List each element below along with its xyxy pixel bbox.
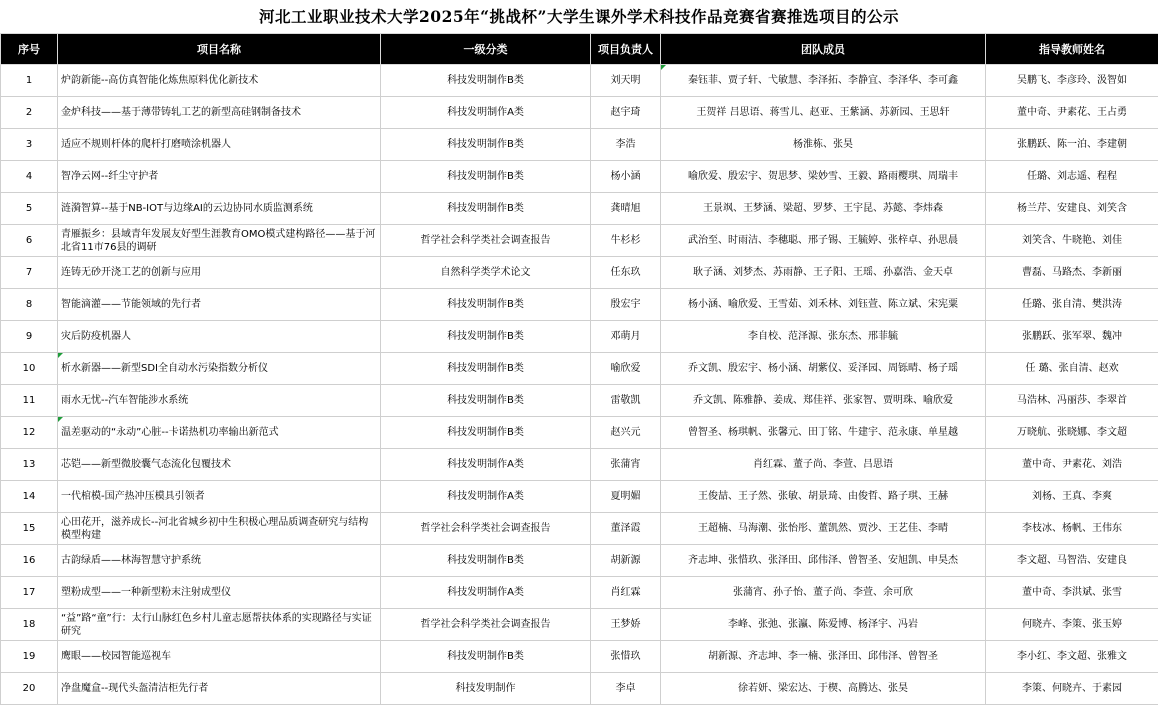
cell-seq[interactable]: 2 (1, 97, 58, 129)
cell-advisors[interactable]: 董中奇、李洪斌、张雪 (986, 577, 1158, 609)
table-row (1, 97, 1158, 129)
cell-advisors[interactable]: 李策、何晓卉、于素园 (986, 673, 1158, 705)
cell-leader[interactable]: 邓萌月 (591, 321, 661, 353)
cell-leader[interactable]: 肖红霖 (591, 577, 661, 609)
cell-project-name[interactable]: 雨水无忧--汽车智能涉水系统 (58, 385, 381, 417)
cell-leader[interactable]: 张蒲宵 (591, 449, 661, 481)
cell-category[interactable]: 科技发明制作 (381, 673, 591, 705)
table-row (1, 545, 1158, 577)
cell-leader[interactable]: 喻欣爱 (591, 353, 661, 385)
cell-team-members[interactable]: 齐志坤、张惜玖、张泽田、邱伟泽、曾智圣、安旭凯、申昊杰 (661, 545, 986, 577)
cell-team-members[interactable]: 李峰、张弛、张瀛、陈爱博、杨泽宇、冯岩 (661, 609, 986, 641)
cell-seq[interactable]: 14 (1, 481, 58, 513)
cell-seq[interactable]: 15 (1, 513, 58, 545)
table-row (1, 257, 1158, 289)
cell-category[interactable]: 科技发明制作B类 (381, 545, 591, 577)
cell-team-members[interactable]: 武治至、时雨洁、李穗聪、邢子锡、王毓婷、张梓卓、孙思晨 (661, 225, 986, 257)
cell-seq[interactable]: 3 (1, 129, 58, 161)
cell-team-members[interactable]: 张蒲宵、孙子怡、董子尚、李萱、余可欣 (661, 577, 986, 609)
table-row (1, 321, 1158, 353)
header-seq[interactable]: 序号 (1, 34, 58, 65)
cell-project-name[interactable]: 一代棺模-国产热冲压模具引领者 (58, 481, 381, 513)
cell-team-members[interactable]: 李自校、范泽源、张东杰、邢菲毓 (661, 321, 986, 353)
cell-seq[interactable]: 18 (1, 609, 58, 641)
cell-project-name[interactable]: 温差驱动的“永动”心脏--卡诺热机功率输出新范式 (58, 417, 381, 449)
header-project-name[interactable]: 项目名称 (58, 34, 381, 65)
cell-category[interactable]: 科技发明制作B类 (381, 161, 591, 193)
table-row (1, 513, 1158, 545)
cell-category[interactable]: 科技发明制作A类 (381, 97, 591, 129)
cell-team-members[interactable]: 杨小涵、喻欣爱、王雪茹、刘禾林、刘钰萱、陈立斌、宋宪粟 (661, 289, 986, 321)
cell-seq[interactable]: 6 (1, 225, 58, 257)
cell-leader[interactable]: 张惜玖 (591, 641, 661, 673)
cell-seq[interactable]: 1 (1, 65, 58, 97)
cell-seq[interactable]: 17 (1, 577, 58, 609)
cell-project-name[interactable]: 析水新器——新型SDI全自动水污染指数分析仪 (58, 353, 381, 385)
cell-team-members[interactable]: 徐若妍、梁宏达、于楔、高腾达、张昊 (661, 673, 986, 705)
table-row (1, 449, 1158, 481)
cell-advisors[interactable]: 刘笑含、牛晓艳、刘佳 (986, 225, 1158, 257)
cell-leader[interactable]: 李卓 (591, 673, 661, 705)
table-row (1, 129, 1158, 161)
cell-leader[interactable]: 王梦娇 (591, 609, 661, 641)
cell-seq[interactable]: 11 (1, 385, 58, 417)
cell-category[interactable]: 自然科学类学术论文 (381, 257, 591, 289)
cell-leader[interactable]: 赵宇琦 (591, 97, 661, 129)
cell-seq[interactable]: 13 (1, 449, 58, 481)
cell-leader[interactable]: 龚晴旭 (591, 193, 661, 225)
cell-project-name[interactable]: 灾后防疫机器人 (58, 321, 381, 353)
table-row (1, 161, 1158, 193)
header-leader[interactable]: 项目负责人 (591, 34, 661, 65)
cell-seq[interactable]: 9 (1, 321, 58, 353)
table-row (1, 577, 1158, 609)
cell-project-name[interactable]: 青雁振乡：县域青年发展友好型生涯教育OMO模式建构路径——基于河北省11市76县的调研 (58, 225, 381, 257)
table-row (1, 65, 1158, 97)
cell-seq[interactable]: 12 (1, 417, 58, 449)
cell-advisors[interactable]: 刘杨、王真、李爽 (986, 481, 1158, 513)
cell-seq[interactable]: 7 (1, 257, 58, 289)
cell-seq[interactable]: 20 (1, 673, 58, 705)
cell-advisors[interactable]: 李枝冰、杨帆、王伟东 (986, 513, 1158, 545)
cell-leader[interactable]: 刘天明 (591, 65, 661, 97)
cell-team-members[interactable]: 乔文凯、陈雅静、姜成、郑佳祥、张家智、贾明珠、喻欣爱 (661, 385, 986, 417)
cell-seq[interactable]: 4 (1, 161, 58, 193)
cell-project-name[interactable]: 连铸无砂开浇工艺的创新与应用 (58, 257, 381, 289)
cell-seq[interactable]: 5 (1, 193, 58, 225)
page-title: 河北工业职业技术大学2025年“挑战杯”大学生课外学术科技作品竞赛省赛推选项目的公示 (259, 7, 899, 26)
cell-leader[interactable]: 任东玖 (591, 257, 661, 289)
cell-project-name[interactable]: 涟漪智算--基于NB-IOT与边缘AI的云边协同水质监测系统 (58, 193, 381, 225)
table-row (1, 353, 1158, 385)
cell-team-members[interactable]: 肖红霖、董子尚、李萱、吕思语 (661, 449, 986, 481)
cell-category[interactable]: 科技发明制作A类 (381, 449, 591, 481)
cell-advisors[interactable]: 曹磊、马路杰、李新丽 (986, 257, 1158, 289)
table-row (1, 641, 1158, 673)
header-advisors[interactable]: 指导教师姓名 (986, 34, 1158, 65)
table-row (1, 385, 1158, 417)
cell-advisors[interactable]: 李文超、马智浩、安建良 (986, 545, 1158, 577)
cell-advisors[interactable]: 万晓航、张晓娜、李文超 (986, 417, 1158, 449)
table-row (1, 609, 1158, 641)
cell-advisors[interactable]: 董中奇、尹素花、刘浩 (986, 449, 1158, 481)
header-team-members[interactable]: 团队成员 (661, 34, 986, 65)
cell-category[interactable]: 科技发明制作B类 (381, 289, 591, 321)
cell-leader[interactable]: 夏明媚 (591, 481, 661, 513)
cell-advisors[interactable]: 张鹏跃、张军翠、魏冲 (986, 321, 1158, 353)
table-row (1, 673, 1158, 705)
header-category[interactable]: 一级分类 (381, 34, 591, 65)
cell-leader[interactable]: 雷敬凯 (591, 385, 661, 417)
cell-project-name[interactable]: 心田花开，滋养成长--河北省城乡初中生积极心理品质调查研究与结构模型构建 (58, 513, 381, 545)
table-row (1, 417, 1158, 449)
cell-leader[interactable]: 杨小涵 (591, 161, 661, 193)
cell-category[interactable]: 科技发明制作B类 (381, 641, 591, 673)
cell-category[interactable]: 科技发明制作B类 (381, 65, 591, 97)
cell-team-members[interactable]: 秦钰菲、贾子轩、弋敏慧、李泽拓、李静宜、李泽华、李可鑫 (661, 65, 986, 97)
cell-advisors[interactable]: 任璐、张自清、樊洪涛 (986, 289, 1158, 321)
cell-leader[interactable]: 赵兴元 (591, 417, 661, 449)
cell-team-members[interactable]: 王景飒、王梦涵、梁超、罗梦、王宇昆、苏懿、李炜森 (661, 193, 986, 225)
cell-project-name[interactable]: 炉韵新能--高仿真智能化炼焦原料优化新技术 (58, 65, 381, 97)
cell-project-name[interactable]: 古韵绿盾——林海智慧守护系统 (58, 545, 381, 577)
cell-category[interactable]: 哲学社会科学类社会调查报告 (381, 609, 591, 641)
cell-leader[interactable]: 殷宏宇 (591, 289, 661, 321)
cell-project-name[interactable]: 金炉科技——基于薄带铸轧工艺的新型高硅钢制备技术 (58, 97, 381, 129)
cell-leader[interactable]: 李浩 (591, 129, 661, 161)
cell-advisors[interactable]: 任 璐、张自清、赵欢 (986, 353, 1158, 385)
cell-advisors[interactable]: 杨兰芹、安建良、刘笑含 (986, 193, 1158, 225)
cell-project-name[interactable]: 净盘魔盒--现代头盔清洁柜先行者 (58, 673, 381, 705)
table-header-row (1, 34, 1158, 65)
cell-category[interactable]: 科技发明制作B类 (381, 353, 591, 385)
cell-team-members[interactable]: 王超楠、马海潮、张怡彤、董凯然、贾沙、王艺佳、李晴 (661, 513, 986, 545)
cell-team-members[interactable]: 喻欣爱、殷宏宇、贺思梦、梁妙雪、王毅、路雨樱琪、周瑞丰 (661, 161, 986, 193)
cell-team-members[interactable]: 杨淮栋、张昊 (661, 129, 986, 161)
table-body (1, 65, 1158, 705)
cell-project-name[interactable]: 塑粉成型——一种新型粉末注射成型仪 (58, 577, 381, 609)
table-row (1, 193, 1158, 225)
cell-project-name[interactable]: 芯铠——新型微胶囊气态流化包覆技术 (58, 449, 381, 481)
cell-leader[interactable]: 董泽霞 (591, 513, 661, 545)
cell-category[interactable]: 科技发明制作A类 (381, 577, 591, 609)
cell-advisors[interactable]: 何晓卉、李策、张玉婷 (986, 609, 1158, 641)
cell-seq[interactable]: 16 (1, 545, 58, 577)
cell-category[interactable]: 科技发明制作B类 (381, 417, 591, 449)
table-row (1, 289, 1158, 321)
cell-category[interactable]: 科技发明制作B类 (381, 321, 591, 353)
cell-advisors[interactable]: 吴鹏飞、李彦玲、汲智如 (986, 65, 1158, 97)
cell-team-members[interactable]: 曾智圣、杨琪帆、张馨元、田丁铭、牛建宇、范永康、单星越 (661, 417, 986, 449)
cell-seq[interactable]: 10 (1, 353, 58, 385)
cell-project-name[interactable]: 适应不规则杆体的爬杆打磨喷涂机器人 (58, 129, 381, 161)
cell-advisors[interactable]: 马浩林、冯丽莎、李翠首 (986, 385, 1158, 417)
cell-advisors[interactable]: 任璐、刘志遥、程程 (986, 161, 1158, 193)
cell-leader[interactable]: 胡新源 (591, 545, 661, 577)
projects-table (0, 33, 1158, 705)
cell-category[interactable]: 科技发明制作A类 (381, 481, 591, 513)
cell-leader[interactable]: 牛杉杉 (591, 225, 661, 257)
cell-project-name[interactable]: “益”路“童”行：太行山脉红色乡村儿童志愿帮扶体系的实现路径与实证研究 (58, 609, 381, 641)
cell-project-name[interactable]: 智净云网--纤尘守护者 (58, 161, 381, 193)
cell-team-members[interactable]: 乔文凯、殷宏宇、杨小涵、胡紫仪、妥泽园、周铄晴、杨子瑶 (661, 353, 986, 385)
cell-category[interactable]: 科技发明制作B类 (381, 385, 591, 417)
table-row (1, 481, 1158, 513)
cell-seq[interactable]: 19 (1, 641, 58, 673)
cell-project-name[interactable]: 鹰眼——校园智能巡视车 (58, 641, 381, 673)
cell-seq[interactable]: 8 (1, 289, 58, 321)
cell-advisors[interactable]: 董中奇、尹素花、王占勇 (986, 97, 1158, 129)
cell-team-members[interactable]: 王贺祥 吕思语、蒋雪儿、赵亚、王紫涵、苏新园、王思轩 (661, 97, 986, 129)
cell-team-members[interactable]: 耿子涵、刘梦杰、苏雨静、王子阳、王瑶、孙嘉浩、金天卓 (661, 257, 986, 289)
table-row (1, 225, 1158, 257)
cell-category[interactable]: 科技发明制作B类 (381, 129, 591, 161)
cell-category[interactable]: 哲学社会科学类社会调查报告 (381, 225, 591, 257)
cell-advisors[interactable]: 李小红、李文超、张雅文 (986, 641, 1158, 673)
cell-category[interactable]: 科技发明制作B类 (381, 193, 591, 225)
cell-advisors[interactable]: 张鹏跃、陈一泊、李建朝 (986, 129, 1158, 161)
cell-category[interactable]: 哲学社会科学类社会调查报告 (381, 513, 591, 545)
cell-team-members[interactable]: 王俊喆、王子然、张敏、胡景琦、由俊哲、路子琪、王赫 (661, 481, 986, 513)
cell-project-name[interactable]: 智能滴灌——节能领域的先行者 (58, 289, 381, 321)
cell-team-members[interactable]: 胡新源、齐志坤、李一楠、张泽田、邱伟泽、曾智圣 (661, 641, 986, 673)
